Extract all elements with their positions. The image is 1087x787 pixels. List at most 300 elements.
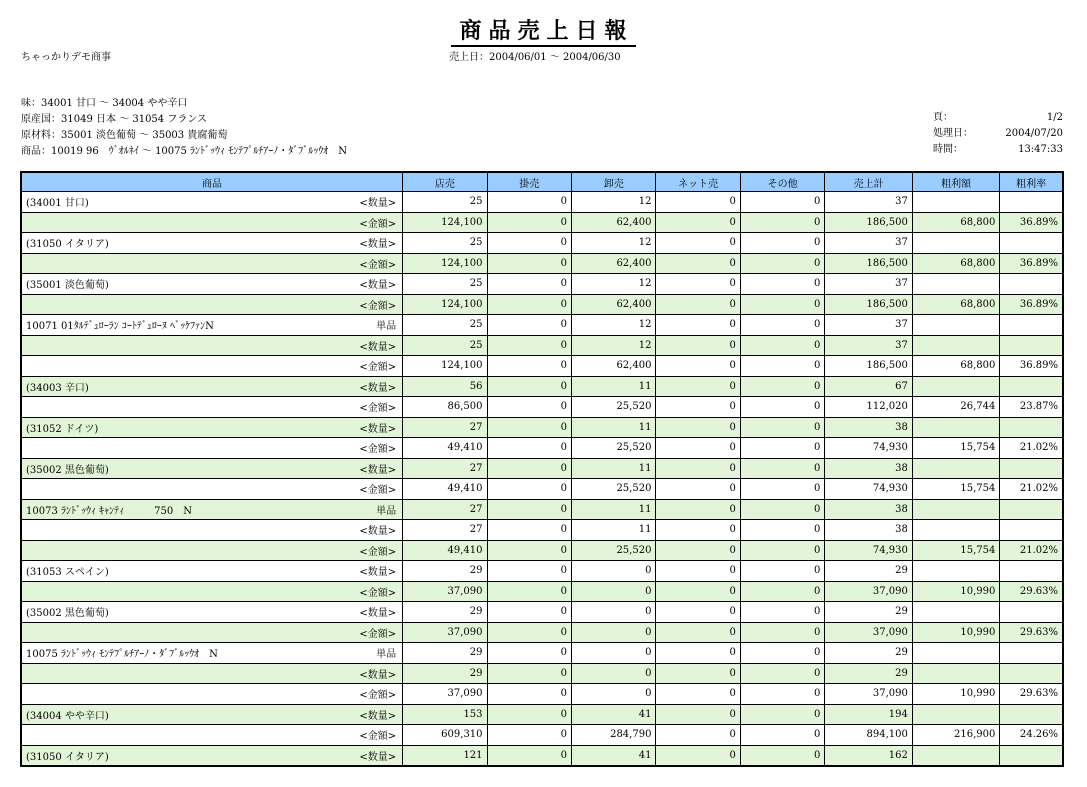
sales-report-table: [20, 171, 1064, 767]
cell-total: 38: [825, 417, 913, 438]
cell-item: (31050 イタリア): [21, 233, 318, 254]
sales-period: 売上日：2004/06/01 ～ 2004/06/30: [449, 52, 621, 63]
cell-total: 29: [825, 561, 913, 582]
cell-wholesale: 41: [571, 745, 655, 766]
cell-gross: [912, 458, 1000, 479]
cell-credit: 0: [487, 253, 571, 274]
cell-other: 0: [740, 356, 824, 377]
cell-item: (35001 淡色葡萄): [21, 274, 318, 295]
cell-other: 0: [740, 725, 824, 746]
cell-store: 37,090: [403, 684, 487, 705]
cell-credit: 0: [487, 212, 571, 233]
cell-credit: 0: [487, 479, 571, 500]
cell-gross: 10,990: [912, 622, 1000, 643]
cell-wholesale: 0: [571, 684, 655, 705]
col-credit: 掛売: [487, 172, 571, 192]
cell-item: [21, 479, 318, 500]
cell-margin: [1000, 499, 1063, 520]
cell-kind: <数量>: [318, 602, 402, 623]
cell-other: 0: [740, 192, 824, 213]
cell-item: (31053 スペイン): [21, 561, 318, 582]
cell-store: 609,310: [403, 725, 487, 746]
cell-margin: 36.89%: [1000, 294, 1063, 315]
cell-total: 38: [825, 499, 913, 520]
cell-other: 0: [740, 499, 824, 520]
cell-gross: [912, 274, 1000, 295]
cell-store: 124,100: [403, 294, 487, 315]
cell-item: [21, 622, 318, 643]
cell-margin: [1000, 458, 1063, 479]
cell-item: [21, 520, 318, 541]
cell-item: [21, 356, 318, 377]
cell-gross: [912, 663, 1000, 684]
cell-kind: <数量>: [318, 745, 402, 766]
table-row: [21, 294, 1063, 315]
cell-other: 0: [740, 745, 824, 766]
cell-other: 0: [740, 458, 824, 479]
cell-item: (35002 黒色葡萄): [21, 602, 318, 623]
cell-other: 0: [740, 294, 824, 315]
cell-store: 124,100: [403, 212, 487, 233]
col-store: 店売: [403, 172, 487, 192]
cell-total: 194: [825, 704, 913, 725]
cell-gross: 216,900: [912, 725, 1000, 746]
cell-store: 37,090: [403, 581, 487, 602]
cell-total: 37,090: [825, 684, 913, 705]
cell-total: 37: [825, 315, 913, 336]
cell-store: 29: [403, 663, 487, 684]
cell-item: (31052 ドイツ): [21, 417, 318, 438]
cell-net: 0: [656, 438, 740, 459]
cell-store: 29: [403, 643, 487, 664]
cell-credit: 0: [487, 417, 571, 438]
cell-wholesale: 284,790: [571, 725, 655, 746]
cell-item: [21, 540, 318, 561]
cell-net: 0: [656, 745, 740, 766]
table-row: [21, 581, 1063, 602]
cell-other: 0: [740, 274, 824, 295]
cell-kind: <金額>: [318, 253, 402, 274]
cell-credit: 0: [487, 602, 571, 623]
cell-gross: [912, 704, 1000, 725]
table-row: [21, 315, 1063, 336]
cell-net: 0: [656, 663, 740, 684]
cell-kind: <金額>: [318, 725, 402, 746]
cell-wholesale: 12: [571, 335, 655, 356]
cell-item: [21, 253, 318, 274]
cell-gross: [912, 233, 1000, 254]
cell-margin: 24.26%: [1000, 725, 1063, 746]
cell-total: 186,500: [825, 356, 913, 377]
cell-total: 37: [825, 274, 913, 295]
cell-kind: <数量>: [318, 663, 402, 684]
processed-date-label: 処理日：: [933, 128, 973, 139]
cell-other: 0: [740, 212, 824, 233]
cell-net: 0: [656, 479, 740, 500]
cell-store: 49,410: [403, 438, 487, 459]
cell-total: 29: [825, 602, 913, 623]
cell-gross: [912, 315, 1000, 336]
cell-wholesale: 0: [571, 561, 655, 582]
cell-gross: 15,754: [912, 479, 1000, 500]
cell-net: 0: [656, 458, 740, 479]
cell-net: 0: [656, 376, 740, 397]
cell-net: 0: [656, 622, 740, 643]
cell-total: 37: [825, 192, 913, 213]
cell-kind: <数量>: [318, 561, 402, 582]
cell-kind: <金額>: [318, 438, 402, 459]
cell-net: 0: [656, 233, 740, 254]
cell-store: 37,090: [403, 622, 487, 643]
cell-kind: <金額>: [318, 397, 402, 418]
cell-other: 0: [740, 704, 824, 725]
cell-margin: [1000, 602, 1063, 623]
table-row: [21, 602, 1063, 623]
cell-gross: [912, 520, 1000, 541]
cell-credit: 0: [487, 335, 571, 356]
page-label: 頁：: [933, 112, 953, 123]
cell-item: 10073 ﾗﾝﾄﾞｯｳｨ ｷｬﾝﾃｨ 750 N: [21, 499, 318, 520]
cell-wholesale: 11: [571, 376, 655, 397]
cell-gross: [912, 643, 1000, 664]
cell-margin: [1000, 561, 1063, 582]
cell-credit: 0: [487, 725, 571, 746]
cell-store: 27: [403, 499, 487, 520]
cell-total: 37: [825, 233, 913, 254]
cell-total: 38: [825, 520, 913, 541]
table-row: [21, 356, 1063, 377]
report-title: 商品売上日報: [0, 14, 1087, 45]
cell-margin: 23.87%: [1000, 397, 1063, 418]
table-row: [21, 725, 1063, 746]
cell-store: 124,100: [403, 253, 487, 274]
cell-store: 124,100: [403, 356, 487, 377]
cell-wholesale: 25,520: [571, 479, 655, 500]
cell-gross: [912, 335, 1000, 356]
cell-margin: 29.63%: [1000, 581, 1063, 602]
cell-credit: 0: [487, 520, 571, 541]
cell-store: 25: [403, 274, 487, 295]
cell-total: 37,090: [825, 581, 913, 602]
cell-other: 0: [740, 253, 824, 274]
cell-credit: 0: [487, 233, 571, 254]
cell-other: 0: [740, 376, 824, 397]
cell-margin: 36.89%: [1000, 253, 1063, 274]
cell-gross: 26,744: [912, 397, 1000, 418]
cell-other: 0: [740, 335, 824, 356]
cell-net: 0: [656, 540, 740, 561]
cell-credit: 0: [487, 315, 571, 336]
cell-total: 112,020: [825, 397, 913, 418]
cell-gross: 10,990: [912, 684, 1000, 705]
cell-kind: <数量>: [318, 233, 402, 254]
cell-total: 74,930: [825, 479, 913, 500]
cell-item: [21, 581, 318, 602]
table-header: [21, 172, 1063, 192]
col-net: ネット売: [656, 172, 740, 192]
cell-kind: <数量>: [318, 192, 402, 213]
cell-wholesale: 62,400: [571, 356, 655, 377]
cell-net: 0: [656, 602, 740, 623]
cell-credit: 0: [487, 663, 571, 684]
cell-net: 0: [656, 417, 740, 438]
cell-margin: 29.63%: [1000, 622, 1063, 643]
cell-net: 0: [656, 725, 740, 746]
cell-net: 0: [656, 520, 740, 541]
cell-margin: [1000, 704, 1063, 725]
cell-kind: <金額>: [318, 684, 402, 705]
cell-credit: 0: [487, 294, 571, 315]
cell-item: (35002 黒色葡萄): [21, 458, 318, 479]
cell-wholesale: 11: [571, 499, 655, 520]
table-row: [21, 438, 1063, 459]
col-gross: 粗利額: [912, 172, 1000, 192]
cell-gross: [912, 602, 1000, 623]
cell-gross: 68,800: [912, 356, 1000, 377]
cell-margin: 21.02%: [1000, 479, 1063, 500]
filter-material: 原材料：35001 淡色葡萄 ～ 35003 貴腐葡萄: [21, 130, 228, 141]
cell-total: 74,930: [825, 438, 913, 459]
filter-product: 商品：10019 96 ｳﾞｵﾙﾈｲ ～ 10075 ﾗﾝﾄﾞｯｳｨ ﾓﾝﾃﾌﾟﾙﾁｱｰﾉ・ﾀﾞﾌﾞﾙｯｳｵ N: [21, 146, 347, 157]
cell-net: 0: [656, 561, 740, 582]
cell-store: 25: [403, 192, 487, 213]
cell-gross: [912, 192, 1000, 213]
filter-taste: 味：34001 甘口 ～ 34004 やや辛口: [21, 98, 188, 109]
cell-store: 49,410: [403, 540, 487, 561]
cell-item: [21, 335, 318, 356]
cell-margin: [1000, 335, 1063, 356]
cell-other: 0: [740, 438, 824, 459]
cell-item: [21, 397, 318, 418]
table-row: [21, 499, 1063, 520]
cell-total: 186,500: [825, 294, 913, 315]
cell-credit: 0: [487, 745, 571, 766]
cell-kind: <数量>: [318, 417, 402, 438]
table-row: [21, 253, 1063, 274]
cell-credit: 0: [487, 397, 571, 418]
cell-net: 0: [656, 397, 740, 418]
time-label: 時間：: [933, 144, 963, 155]
cell-item: [21, 684, 318, 705]
cell-item: (34003 辛口): [21, 376, 318, 397]
cell-credit: 0: [487, 356, 571, 377]
table-row: [21, 622, 1063, 643]
cell-other: 0: [740, 581, 824, 602]
cell-wholesale: 11: [571, 458, 655, 479]
cell-other: 0: [740, 643, 824, 664]
cell-gross: 68,800: [912, 253, 1000, 274]
cell-item: [21, 438, 318, 459]
cell-margin: 29.63%: [1000, 684, 1063, 705]
cell-margin: [1000, 376, 1063, 397]
cell-other: 0: [740, 479, 824, 500]
cell-wholesale: 62,400: [571, 294, 655, 315]
cell-other: 0: [740, 397, 824, 418]
cell-net: 0: [656, 192, 740, 213]
cell-item: 10071 01ﾀﾙﾃﾞｭﾛｰﾗﾝ ｺｰﾄﾃﾞｭﾛｰﾇ ﾍﾞｯｹﾌｧﾝN: [21, 315, 318, 336]
cell-other: 0: [740, 233, 824, 254]
cell-kind: <数量>: [318, 274, 402, 295]
cell-wholesale: 11: [571, 520, 655, 541]
cell-store: 49,410: [403, 479, 487, 500]
cell-kind: <数量>: [318, 458, 402, 479]
cell-margin: [1000, 192, 1063, 213]
cell-credit: 0: [487, 458, 571, 479]
cell-store: 27: [403, 520, 487, 541]
filter-conditions: [21, 96, 347, 160]
cell-credit: 0: [487, 561, 571, 582]
table-row: [21, 417, 1063, 438]
table-row: [21, 458, 1063, 479]
cell-kind: <金額>: [318, 294, 402, 315]
cell-total: 894,100: [825, 725, 913, 746]
table-row: [21, 520, 1063, 541]
cell-kind: <金額>: [318, 540, 402, 561]
page-number: 1/2: [1046, 112, 1063, 123]
cell-total: 186,500: [825, 253, 913, 274]
cell-wholesale: 62,400: [571, 212, 655, 233]
cell-total: 29: [825, 663, 913, 684]
cell-margin: 36.89%: [1000, 212, 1063, 233]
cell-total: 67: [825, 376, 913, 397]
cell-store: 56: [403, 376, 487, 397]
report-meta-values: [1005, 110, 1063, 158]
table-row: [21, 397, 1063, 418]
cell-wholesale: 12: [571, 192, 655, 213]
cell-total: 74,930: [825, 540, 913, 561]
cell-margin: 36.89%: [1000, 356, 1063, 377]
cell-store: 29: [403, 561, 487, 582]
cell-store: 25: [403, 335, 487, 356]
table-row: [21, 233, 1063, 254]
cell-wholesale: 12: [571, 274, 655, 295]
cell-credit: 0: [487, 540, 571, 561]
cell-other: 0: [740, 602, 824, 623]
cell-net: 0: [656, 294, 740, 315]
cell-gross: 15,754: [912, 540, 1000, 561]
cell-gross: [912, 745, 1000, 766]
cell-total: 37,090: [825, 622, 913, 643]
cell-net: 0: [656, 253, 740, 274]
col-item: 商品: [21, 172, 403, 192]
cell-store: 27: [403, 417, 487, 438]
cell-wholesale: 0: [571, 602, 655, 623]
cell-margin: [1000, 663, 1063, 684]
cell-total: 38: [825, 458, 913, 479]
cell-gross: 15,754: [912, 438, 1000, 459]
table-body: [21, 192, 1063, 767]
cell-item: [21, 212, 318, 233]
cell-item: [21, 294, 318, 315]
cell-kind: 単品: [318, 643, 402, 664]
table-row: [21, 684, 1063, 705]
cell-wholesale: 41: [571, 704, 655, 725]
cell-net: 0: [656, 274, 740, 295]
cell-total: 29: [825, 643, 913, 664]
report-meta-labels: [933, 110, 973, 158]
cell-store: 27: [403, 458, 487, 479]
cell-gross: [912, 499, 1000, 520]
cell-kind: 単品: [318, 315, 402, 336]
cell-net: 0: [656, 643, 740, 664]
cell-wholesale: 12: [571, 233, 655, 254]
cell-gross: [912, 561, 1000, 582]
cell-kind: <金額>: [318, 581, 402, 602]
cell-credit: 0: [487, 704, 571, 725]
cell-kind: <金額>: [318, 212, 402, 233]
table-row: [21, 745, 1063, 766]
cell-store: 121: [403, 745, 487, 766]
cell-kind: <数量>: [318, 376, 402, 397]
cell-net: 0: [656, 335, 740, 356]
cell-credit: 0: [487, 274, 571, 295]
cell-net: 0: [656, 315, 740, 336]
table-row: [21, 663, 1063, 684]
cell-margin: [1000, 520, 1063, 541]
cell-wholesale: 25,520: [571, 397, 655, 418]
cell-margin: [1000, 315, 1063, 336]
table-row: [21, 540, 1063, 561]
cell-margin: [1000, 643, 1063, 664]
cell-other: 0: [740, 663, 824, 684]
cell-net: 0: [656, 684, 740, 705]
cell-credit: 0: [487, 192, 571, 213]
cell-net: 0: [656, 499, 740, 520]
cell-kind: <数量>: [318, 704, 402, 725]
cell-item: 10075 ﾗﾝﾄﾞｯｳｨ ﾓﾝﾃﾌﾟﾙﾁｱｰﾉ・ﾀﾞﾌﾞﾙｯｳｵ N: [21, 643, 318, 664]
cell-other: 0: [740, 520, 824, 541]
table-row: [21, 335, 1063, 356]
cell-net: 0: [656, 356, 740, 377]
cell-margin: [1000, 274, 1063, 295]
cell-wholesale: 25,520: [571, 540, 655, 561]
cell-total: 37: [825, 335, 913, 356]
cell-credit: 0: [487, 376, 571, 397]
cell-item: [21, 663, 318, 684]
table-row: [21, 192, 1063, 213]
cell-credit: 0: [487, 499, 571, 520]
cell-gross: [912, 417, 1000, 438]
cell-gross: 68,800: [912, 212, 1000, 233]
cell-kind: <数量>: [318, 520, 402, 541]
cell-kind: <数量>: [318, 335, 402, 356]
cell-wholesale: 0: [571, 581, 655, 602]
cell-margin: 21.02%: [1000, 540, 1063, 561]
cell-net: 0: [656, 704, 740, 725]
col-other: その他: [740, 172, 824, 192]
table-row: [21, 212, 1063, 233]
cell-item: [21, 725, 318, 746]
cell-credit: 0: [487, 622, 571, 643]
cell-wholesale: 25,520: [571, 438, 655, 459]
table-row: [21, 479, 1063, 500]
cell-wholesale: 62,400: [571, 253, 655, 274]
cell-margin: 21.02%: [1000, 438, 1063, 459]
cell-item: (34001 甘口): [21, 192, 318, 213]
table-row: [21, 643, 1063, 664]
cell-gross: [912, 376, 1000, 397]
cell-other: 0: [740, 315, 824, 336]
table-row: [21, 274, 1063, 295]
cell-store: 153: [403, 704, 487, 725]
cell-other: 0: [740, 684, 824, 705]
processed-date: 2004/07/20: [1005, 128, 1063, 139]
cell-net: 0: [656, 581, 740, 602]
cell-margin: [1000, 745, 1063, 766]
cell-margin: [1000, 417, 1063, 438]
cell-kind: 単品: [318, 499, 402, 520]
cell-kind: <金額>: [318, 479, 402, 500]
